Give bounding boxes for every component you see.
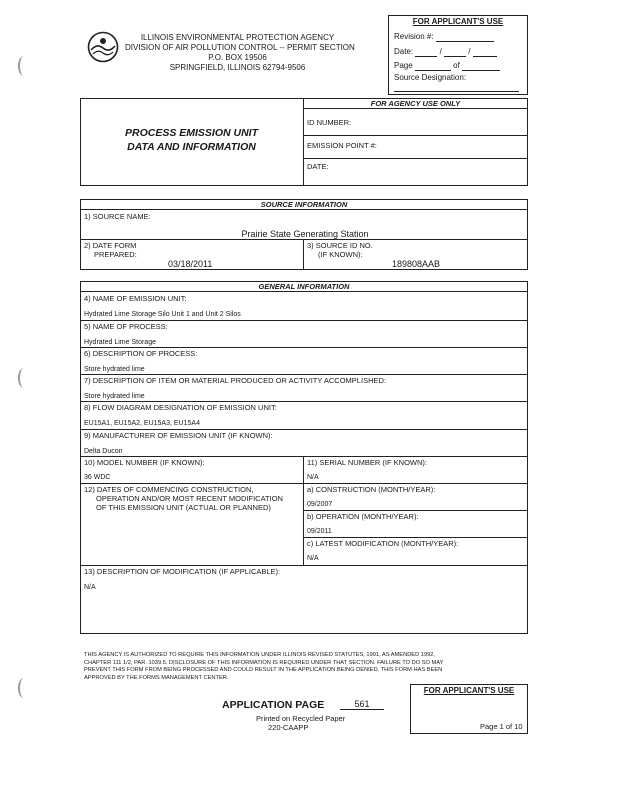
serial-number-value[interactable]: N/A [307, 474, 319, 481]
applicant-use-title: FOR APPLICANT'S USE [412, 17, 504, 26]
model-number-label: 10) MODEL NUMBER (IF KNOWN): [84, 458, 205, 467]
operation-date-value[interactable]: 09/2011 [307, 528, 332, 535]
hole-punch-top [18, 56, 30, 76]
operation-date-label: b) OPERATION (MONTH/YEAR): [307, 512, 419, 521]
of-label: of [453, 61, 460, 70]
serial-number-label: 11) SERIAL NUMBER (IF KNOWN): [307, 458, 428, 467]
dates-label-b: OPERATION AND/OR MOST RECENT MODIFICATION [96, 494, 283, 503]
flow-diagram-label: 8) FLOW DIAGRAM DESIGNATION OF EMISSION UNIT: [84, 403, 277, 412]
revision-field[interactable] [394, 32, 494, 42]
source-id-label-b: (IF KNOWN): [318, 250, 363, 259]
flow-diagram-value[interactable]: EU15A1, EU15A2, EU15A3, EU15A4 [84, 420, 200, 427]
notice-line-4: APPROVED BY THE FORMS MANAGEMENT CENTER. [84, 674, 229, 681]
form-title [80, 126, 303, 154]
item-produced-value[interactable]: Store hydrated lime [84, 393, 145, 400]
source-designation-label: Source Designation: [394, 73, 467, 82]
source-name-label: 1) SOURCE NAME: [84, 212, 151, 221]
page-label: Page [394, 61, 413, 70]
form-title-line2: DATA AND INFORMATION [127, 141, 256, 153]
date-field[interactable]: Date: / / [394, 47, 497, 57]
construction-date-label: a) CONSTRUCTION (MONTH/YEAR): [307, 485, 436, 494]
notice-line-3: PREVENT THIS FORM FROM BEING PROCESSED AND COULD RESULT IN THE APPLICATION BEING DENIED. THIS FORM HAS BEEN [84, 667, 443, 674]
process-name-value[interactable]: Hydrated Lime Storage [84, 339, 156, 346]
page-of-pages: Page 1 of 10 [480, 722, 523, 731]
authorization-notice [84, 652, 443, 682]
agency-po-box: P.O. BOX 19506 [208, 53, 267, 62]
agency-division: DIVISION OF AIR POLLUTION CONTROL -- PERMIT SECTION [125, 43, 355, 52]
footer-applicant-title: FOR APPLICANT'S USE [423, 686, 515, 695]
source-id-label-a: 3) SOURCE ID NO. [307, 241, 373, 250]
modification-description-label: 13) DESCRIPTION OF MODIFICATION (IF APPLICABLE): [84, 567, 281, 576]
hole-punch-bottom [18, 678, 30, 698]
agency-header [125, 33, 355, 73]
form-title-line1: PROCESS EMISSION UNIT [124, 127, 259, 139]
source-name-value[interactable]: Prairie State Generating Station [241, 229, 369, 239]
modification-date-label: c) LATEST MODIFICATION (MONTH/YEAR): [307, 539, 459, 548]
emission-unit-name-value[interactable]: Hydrated Lime Storage Silo Unit 1 and Unit 2 Silos [84, 311, 241, 318]
page-field[interactable] [394, 61, 500, 71]
emission-point-label: EMISSION POINT #: [307, 141, 377, 150]
agency-name: ILLINOIS ENVIRONMENTAL PROTECTION AGENCY [140, 33, 335, 42]
modification-description-value[interactable]: N/A [84, 584, 96, 591]
agency-city: SPRINGFIELD, ILLINOIS 62794-9506 [169, 63, 306, 72]
source-id-value[interactable]: 189808AAB [392, 259, 441, 269]
application-page-label: APPLICATION PAGE [222, 699, 325, 711]
form-code: 220-CAAPP [268, 723, 309, 732]
date-prepared-label-a: 2) DATE FORM [84, 241, 137, 250]
applicant-use-box [388, 15, 528, 95]
recycled-paper-note: Printed on Recycled Paper [256, 714, 346, 723]
manufacturer-value[interactable]: Delta Ducon [84, 448, 123, 455]
id-number-label: ID NUMBER: [307, 118, 352, 127]
date-prepared-value[interactable]: 03/18/2011 [168, 259, 213, 269]
dates-label-a: 12) DATES OF COMMENCING CONSTRUCTION, [84, 485, 254, 494]
notice-line-1: THIS AGENCY IS AUTHORIZED TO REQUIRE THIS INFORMATION UNDER ILLINOIS REVISED STATUTES, 1991, AS AMENDED 1992, [84, 652, 436, 658]
revision-label: Revision #: [394, 32, 434, 41]
notice-line-2: CHAPTER 111 1/2, PAR. 1039.5. DISCLOSURE OF THIS INFORMATION IS REQUIRED UNDER THAT SECTION. FAILURE TO DO SO MAY [84, 659, 444, 666]
general-info-heading: GENERAL INFORMATION [80, 282, 528, 292]
emission-unit-name-label: 4) NAME OF EMISSION UNIT: [84, 294, 187, 303]
agency-use-title: FOR AGENCY USE ONLY [303, 99, 528, 109]
modification-date-value[interactable]: N/A [307, 555, 319, 562]
application-page-number[interactable]: 561 [340, 699, 384, 710]
process-description-value[interactable]: Store hydrated lime [84, 366, 145, 373]
process-description-label: 6) DESCRIPTION OF PROCESS: [84, 349, 198, 358]
dates-label-c: OF THIS EMISSION UNIT (ACTUAL OR PLANNED) [96, 503, 271, 512]
source-info-heading: SOURCE INFORMATION [80, 200, 528, 210]
date-label: Date: [394, 47, 414, 56]
process-name-label: 5) NAME OF PROCESS: [84, 322, 168, 331]
manufacturer-label: 9) MANUFACTURER OF EMISSION UNIT (IF KNOWN): [84, 431, 273, 440]
agency-date-label: DATE: [307, 162, 329, 171]
item-produced-label: 7) DESCRIPTION OF ITEM OR MATERIAL PRODUCED OR ACTIVITY ACCOMPLISHED: [84, 376, 386, 385]
illinois-epa-logo [86, 31, 120, 63]
hole-punch-middle [18, 368, 30, 388]
model-number-value[interactable]: 36 WDC [84, 474, 111, 481]
construction-date-value[interactable]: 09/2007 [307, 501, 333, 508]
date-prepared-label-b: PREPARED: [94, 250, 137, 259]
